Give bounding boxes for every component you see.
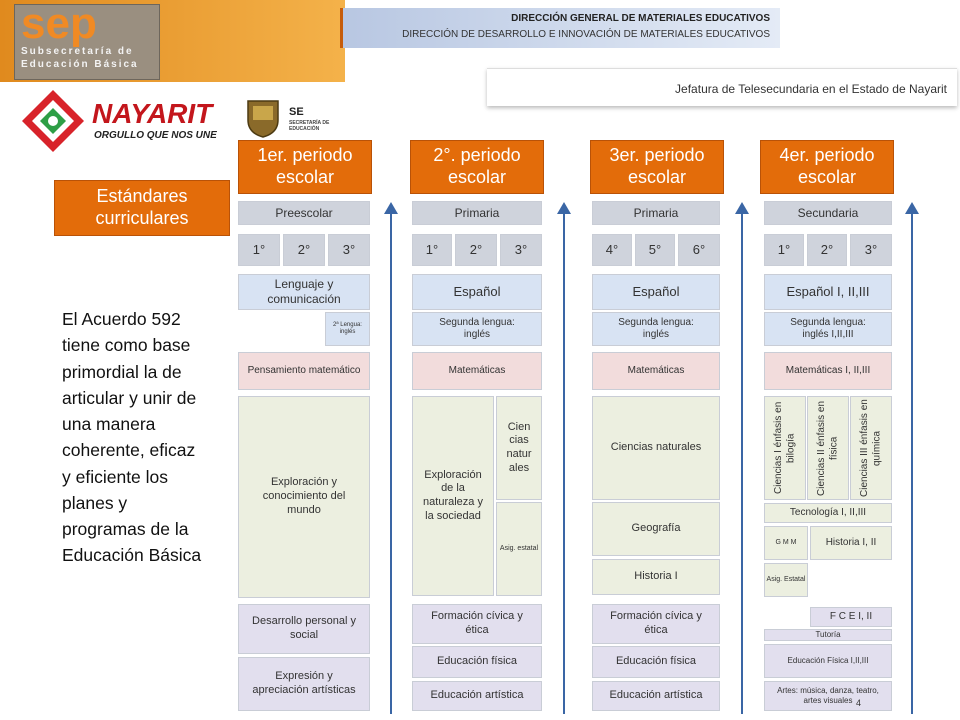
arrow-2-head-icon	[557, 202, 571, 214]
c4-ciencias3-label: Ciencias III énfasis en química	[858, 399, 882, 497]
grade-3-2: 5°	[635, 234, 675, 266]
c4-ciencias2	[807, 396, 849, 500]
c2-ciencias: Cien cias natur ales	[496, 396, 542, 500]
arrow-1-head-icon	[384, 202, 398, 214]
sep-logo	[14, 0, 160, 80]
c1-desarrollo: Desarrollo personal y social	[238, 604, 370, 654]
c2-espanol: Español	[412, 274, 542, 310]
page-number: 4	[856, 698, 862, 708]
c3-espanol: Español	[592, 274, 720, 310]
c4-tecnologia: Tecnología I, II,III	[764, 503, 892, 523]
arrow-4	[911, 214, 913, 714]
direccion-general: DIRECCIÓN GENERAL DE MATERIALES EDUCATIVOS	[511, 13, 770, 24]
c1-segunda: 2ª Lengua: inglés	[325, 312, 370, 346]
c1-exploracion: Exploración y conocimiento del mundo	[238, 396, 370, 598]
c4-ciencias3	[850, 396, 892, 500]
c3-ciencias: Ciencias naturales	[592, 396, 720, 500]
c4-gmm: G M M	[764, 526, 808, 560]
c2-artistica: Educación artística	[412, 681, 542, 711]
c2-asig: Asig. estatal	[496, 502, 542, 596]
subsecretaria-text: Subsecretaría de Educación Básica	[21, 46, 139, 70]
c2-formacion: Formación cívica y ética	[412, 604, 542, 644]
c1-lenguaje: Lenguaje y comunicación	[238, 274, 370, 310]
nayarit-name: NAYARIT	[92, 98, 213, 129]
c4-matematicas: Matemáticas I, II,III	[764, 352, 892, 390]
c3-geografia: Geografía	[592, 502, 720, 556]
c4-fisica: Educación Física I,II,III	[764, 644, 892, 678]
c4-artes: Artes: música, danza, teatro, artes visuales	[764, 681, 892, 711]
estandares-header: Estándares curriculares	[54, 180, 230, 236]
arrow-2	[563, 214, 565, 714]
c4-tutoria: Tutoría	[764, 629, 892, 641]
se-shield-icon	[245, 98, 281, 138]
se-logo	[245, 98, 340, 138]
grade-2-2: 2°	[455, 234, 497, 266]
c4-ciencias2-label: Ciencias II énfasis en física	[815, 400, 839, 496]
c4-asig: Asig. Estatal	[764, 563, 808, 597]
c2-segunda: Segunda lengua: inglés	[412, 312, 542, 346]
c3-artistica: Educación artística	[592, 681, 720, 711]
jefatura-box	[487, 68, 957, 106]
grade-4-1: 1°	[764, 234, 804, 266]
level-4: Secundaria	[764, 201, 892, 225]
arrow-1	[390, 214, 392, 714]
c3-matematicas: Matemáticas	[592, 352, 720, 390]
c4-historia: Historia I, II	[810, 526, 892, 560]
grade-3-3: 6°	[678, 234, 720, 266]
grade-4-3: 3°	[850, 234, 892, 266]
c4-espanol: Español I, II,III	[764, 274, 892, 310]
c4-fce: F C E I, II	[810, 607, 892, 627]
grade-2-1: 1°	[412, 234, 452, 266]
c4-segunda: Segunda lengua: inglés I,II,III	[764, 312, 892, 346]
c4-ciencias1	[764, 396, 806, 500]
nayarit-logo	[20, 88, 230, 154]
period-1-header: 1er. periodo escolar	[238, 140, 372, 194]
grade-1-2: 2°	[283, 234, 325, 266]
c2-exploracion: Exploración de la naturaleza y la sociedad	[412, 396, 494, 596]
c1-pensamiento: Pensamiento matemático	[238, 352, 370, 390]
grade-1-1: 1°	[238, 234, 280, 266]
c3-historia: Historia I	[592, 559, 720, 595]
grade-4-2: 2°	[807, 234, 847, 266]
direccion-desarrollo: DIRECCIÓN DE DESARROLLO E INNOVACIÓN DE MATERIALES EDUCATIVOS	[402, 29, 770, 40]
c3-fisica: Educación física	[592, 646, 720, 678]
se-label: SE	[289, 106, 304, 118]
nayarit-slogan: ORGULLO QUE NOS UNE	[94, 130, 217, 141]
period-3-header: 3er. periodo escolar	[590, 140, 724, 194]
grade-2-3: 3°	[500, 234, 542, 266]
c1-expresion: Expresión y apreciación artísticas	[238, 657, 370, 711]
c2-fisica: Educación física	[412, 646, 542, 678]
acuerdo-text: El Acuerdo 592 tiene como base primordial la de articular y unir de una manera coherente, eficaz y eficiente los planes y programas de la Educación Básica	[62, 309, 202, 566]
grade-1-3: 3°	[328, 234, 370, 266]
sep-logo-text: sep	[21, 0, 97, 48]
c2-matematicas: Matemáticas	[412, 352, 542, 390]
c4-ciencias1-label: Ciencias I énfasis en bilogía	[772, 401, 796, 495]
arrow-4-head-icon	[905, 202, 919, 214]
nayarit-emblem-icon	[20, 88, 86, 154]
c3-segunda: Segunda lengua: inglés	[592, 312, 720, 346]
period-2-header: 2°. periodo escolar	[410, 140, 544, 194]
direccion-box	[340, 8, 780, 48]
arrow-3-head-icon	[735, 202, 749, 214]
level-1: Preescolar	[238, 201, 370, 225]
se-sub: SECRETARÍA DE EDUCACIÓN	[289, 120, 330, 132]
level-3: Primaria	[592, 201, 720, 225]
level-2: Primaria	[412, 201, 542, 225]
grade-3-1: 4°	[592, 234, 632, 266]
period-4-header: 4er. periodo escolar	[760, 140, 894, 194]
c3-formacion: Formación cívica y ética	[592, 604, 720, 644]
jefatura-text: Jefatura de Telesecundaria en el Estado de Nayarit	[675, 82, 947, 96]
arrow-3	[741, 214, 743, 714]
